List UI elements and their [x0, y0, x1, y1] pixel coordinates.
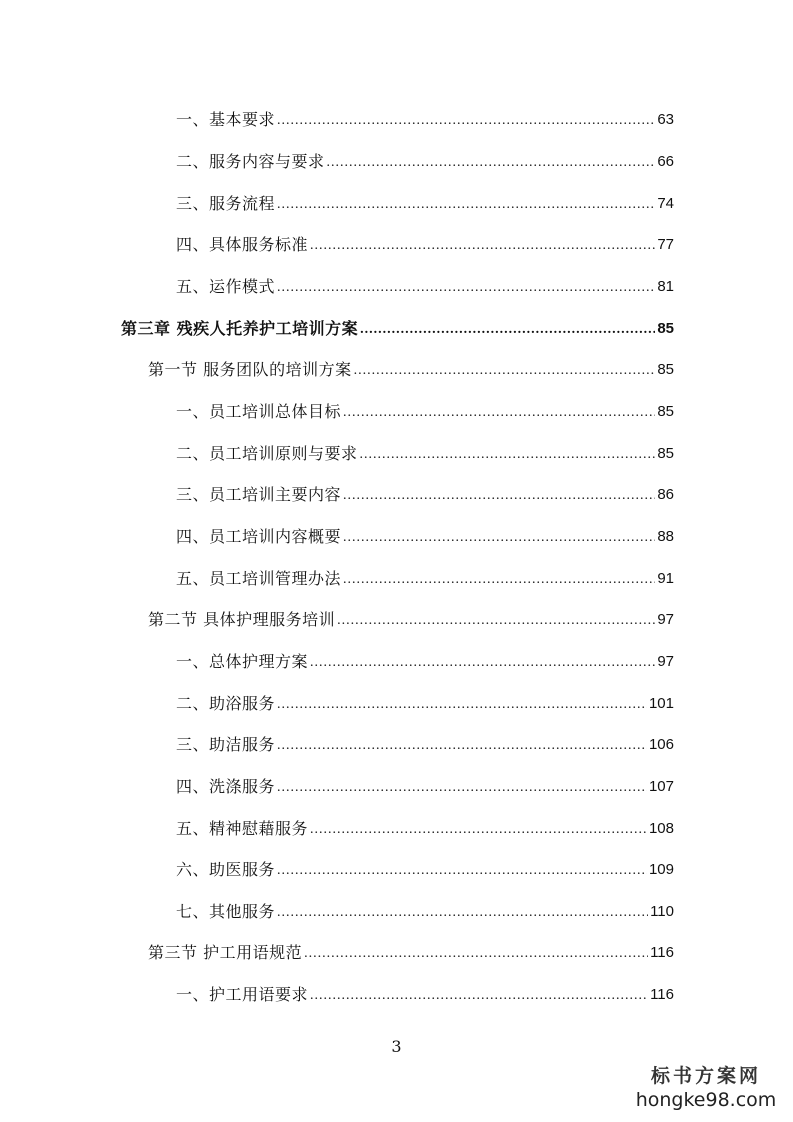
toc-dot-leader [277, 694, 647, 714]
toc-chapter-entry[interactable] [121, 315, 674, 339]
toc-dot-leader [304, 943, 648, 963]
toc-dot-leader [354, 360, 656, 380]
toc-entry-page: 63 [657, 111, 674, 128]
watermark-url: hongke98.com [635, 1089, 777, 1111]
toc-entry[interactable] [176, 981, 674, 1005]
toc-entry[interactable] [176, 773, 674, 797]
toc-entry[interactable] [176, 898, 674, 922]
toc-dot-leader [343, 402, 655, 422]
toc-entry[interactable] [176, 398, 674, 422]
toc-entry-page: 85 [657, 445, 674, 462]
toc-dot-leader [343, 527, 655, 547]
toc-entry-title: 第二节 具体护理服务培训 [148, 610, 336, 629]
toc-entry[interactable] [176, 731, 674, 755]
toc-entry-title: 第一节 服务团队的培训方案 [148, 360, 352, 379]
toc-entry-page: 110 [650, 903, 674, 920]
watermark-logo [631, 1064, 781, 1112]
toc-entry[interactable] [176, 440, 674, 464]
toc-entry-title: 二、服务内容与要求 [176, 152, 325, 171]
toc-entry-title: 一、总体护理方案 [176, 652, 309, 671]
toc-entry[interactable] [176, 231, 674, 255]
toc-entry-title: 五、运作模式 [176, 277, 276, 296]
toc-entry-title: 三、员工培训主要内容 [176, 485, 342, 504]
toc-entry-title: 五、员工培训管理办法 [176, 569, 342, 588]
toc-entry-page: 106 [648, 736, 674, 753]
toc-entry[interactable] [176, 815, 674, 839]
toc-entry-title: 一、护工用语要求 [176, 985, 309, 1004]
toc-entry[interactable] [176, 690, 674, 714]
toc-entry[interactable] [176, 523, 674, 547]
toc-entry-page: 91 [657, 570, 674, 587]
toc-entry-title: 二、助浴服务 [176, 694, 276, 713]
toc-entry-page: 109 [648, 861, 674, 878]
toc-entry-page: 108 [648, 820, 674, 837]
toc-dot-leader [343, 569, 655, 589]
toc-dot-leader [310, 235, 655, 255]
toc-entry[interactable] [176, 190, 674, 214]
toc-entry[interactable] [176, 106, 674, 130]
toc-dot-leader [277, 277, 655, 297]
toc-entry[interactable] [176, 273, 674, 297]
toc-entry-page: 101 [648, 695, 674, 712]
toc-dot-leader [310, 985, 648, 1005]
toc-dot-leader [337, 610, 655, 630]
toc-dot-leader [277, 194, 655, 214]
toc-dot-leader [360, 319, 655, 339]
toc-section-entry[interactable] [148, 939, 674, 963]
toc-dot-leader [277, 735, 647, 755]
toc-dot-leader [310, 652, 655, 672]
toc-entry-title: 一、基本要求 [176, 110, 276, 129]
toc-dot-leader [327, 152, 656, 172]
toc-entry-title: 一、员工培训总体目标 [176, 402, 342, 421]
toc-entry-title: 第三节 护工用语规范 [148, 943, 303, 962]
toc-entry-page: 85 [657, 320, 674, 337]
toc-entry-page: 116 [650, 944, 674, 961]
toc-section-entry[interactable] [148, 606, 674, 630]
toc-entry-title: 二、员工培训原则与要求 [176, 444, 358, 463]
toc-entry-title: 四、洗涤服务 [176, 777, 276, 796]
toc-entry[interactable] [176, 148, 674, 172]
toc-entry[interactable] [176, 565, 674, 589]
toc-dot-leader [310, 819, 647, 839]
toc-entry-page: 116 [650, 986, 674, 1003]
toc-entry-title: 七、其他服务 [176, 902, 276, 921]
toc-entry-title: 四、具体服务标准 [176, 235, 309, 254]
page-number: 3 [391, 1037, 402, 1056]
toc-entry-title: 三、服务流程 [176, 194, 276, 213]
toc-entry[interactable] [176, 856, 674, 880]
toc-entry-page: 85 [657, 361, 674, 378]
toc-entry-title: 第三章 残疾人托养护工培训方案 [121, 319, 359, 338]
toc-entry-title: 六、助医服务 [176, 860, 276, 879]
toc-entry-page: 107 [648, 778, 674, 795]
toc-entry-page: 66 [657, 153, 674, 170]
toc-section-entry[interactable] [148, 356, 674, 380]
toc-dot-leader [277, 860, 647, 880]
toc-entry-page: 81 [657, 278, 674, 295]
toc-dot-leader [360, 444, 656, 464]
toc-entry-page: 88 [657, 528, 674, 545]
toc-entry-title: 五、精神慰藉服务 [176, 819, 309, 838]
watermark-title: 标书方案网 [650, 1065, 761, 1087]
toc-entry-page: 86 [657, 486, 674, 503]
toc-entry-page: 97 [657, 653, 674, 670]
toc-entry-title: 三、助洁服务 [176, 735, 276, 754]
toc-entry[interactable] [176, 481, 674, 505]
toc-dot-leader [277, 110, 655, 130]
toc-entry-page: 74 [657, 195, 674, 212]
toc-dot-leader [277, 902, 648, 922]
toc-entry[interactable] [176, 648, 674, 672]
toc-entry-page: 97 [657, 611, 674, 628]
toc-entry-page: 77 [657, 236, 674, 253]
toc-dot-leader [277, 777, 647, 797]
toc-entry-title: 四、员工培训内容概要 [176, 527, 342, 546]
toc-dot-leader [343, 485, 655, 505]
toc-entry-page: 85 [657, 403, 674, 420]
